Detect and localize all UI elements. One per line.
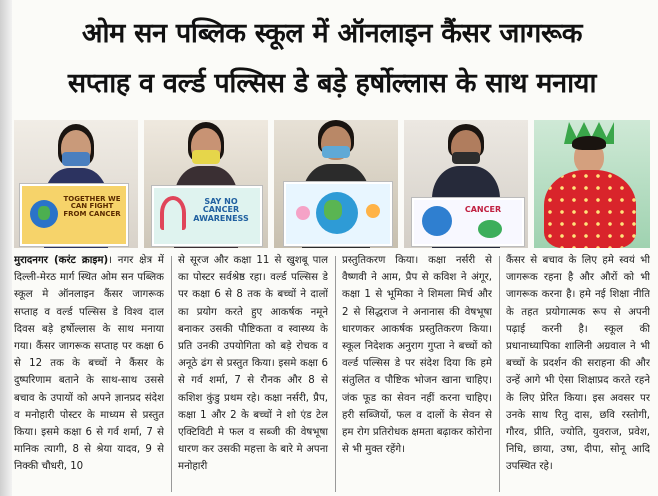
photo-student-4: [404, 120, 528, 248]
photo-strip: [14, 120, 650, 248]
cancer-poster-3: [284, 182, 392, 246]
dateline: मुरादनगर (करंट क्राइम): [14, 255, 109, 266]
photo-student-3: [274, 120, 398, 248]
article-body: [14, 252, 650, 496]
article-column-2: से सूरज और कक्षा 11 से खुशबू पाल का पोस्टर सर्वश्रेष्ठ रहा। वर्ल्ड पल्सिस डे पर कक्षा 6 से 8 तक के बच्चों ने दालों का प्रयोग करते हुए आकर्षक नमूने बनाकर उसकी पौष्टिकता व स्वास्थ्य के प्रति उनकी उपयोगिता को बड़े रोचक व अनूठे ढंग से प्रस्तुत किया। इसमे कक्षा 6 से गर्व शर्मा, 7 से रौनक और 8 से कशिश कुंडु प्रथम रहे। कक्षा नर्सरी, प्रैप, कक्षा 1 और 2 के बच्चों ने शो एंड टेल एक्टिविटी मे फल व सब्जी की वेषभूषा धारण कर उसकी महत्ता के बारे मे अपना मनोहारी: [178, 255, 328, 473]
photo-student-1: [14, 120, 138, 248]
column-1-text: । नगर क्षेत्र में दिल्ली-मेरठ मार्ग स्थित ओम सन पब्लिक स्कूल मे ऑनलाइन कैंसर जागरूक सप्ताह व वर्ल्ड पल्सिस डे विश्व दाल दिवस बड़े हर्षोल्लास के साथ मनाया गया। कैंसर जागरूक सप्ताह पर कक्षा 6 से 12 तक के बच्चों ने कैंसर के दुष्परिणाम बताने के साथ-साथ उससे बचाव के उपायों को अपने ज्ञानप्रद संदेश व मनोहारी पोस्टर के माध्यम से प्रस्तुत किया। इसमे कक्षा 6 से गर्व शर्मा, 7 से मानिक त्यागी, 8 से श्रेया यादव, 9 से निक्की चौधरी, 10: [14, 255, 164, 473]
cancer-poster-2: SAY NO CANCER AWARENESS: [152, 186, 262, 246]
column-rule: [499, 256, 500, 492]
column-rule: [335, 256, 336, 492]
cancer-poster-4: CANCER: [412, 198, 524, 246]
page-edge: [0, 0, 12, 496]
article-column-4: कैंसर से बचाव के लिए हमे स्वयं भी जागरूक रहना है और औरों को भी जागरूक करना है। हमे नई शिक्षा नीति के तहत प्रयोगात्मक रूप से अपनी पढ़ाई करनी है। स्कूल की प्रधानाध्यापिका शालिनी अग्रवाल ने भी बच्चों के प्रदर्शन की सराहना की और उन्हें आगे भी ऐसा शिक्षाप्रद करते रहने के लिए प्रेरित किया। इस अवसर पर उनके साथ रितु दास, छवि रस्तोगी, गौरव, प्रीति, ज्योति, युवराज, प्रवेश, निधि, छाया, उषा, दीपा, सोनू आदि उपस्थित रहे।: [506, 255, 650, 473]
headline-line-2: सप्ताह व वर्ल्ड पल्सिस डे बड़े हर्षोल्लास के साथ मनाया: [67, 68, 597, 99]
photo-strawberry-costume: [534, 120, 650, 248]
cancer-poster-1: TOGETHER WE CAN FIGHT FROM CANCER: [20, 184, 128, 246]
article-column-3: प्रस्तुतिकरण किया। कक्षा नर्सरी से वैष्णवी ने आम, प्रैप से कविश ने अंगूर, कक्षा 1 से भूमिका ने शिमला मिर्च और 2 से सिद्धराज ने अनानास की वेषभूषा धारणकर आकर्षक प्रस्तुतिकरण किया। स्कूल निदेशक अनुराग गुप्ता ने बच्चों को वर्ल्ड पल्सिस डे पर संदेश दिया कि हमे संतुलित व पौष्टिक भोजन खाना चाहिए। जंक फूड का सेवन नहीं करना चाहिए। हरी सब्जियों, फल व दालों के सेवन से हम रोग प्रतिरोधक क्षमता बढ़ाकर कोरोना से भी मुक्त रहेंगे।: [342, 255, 492, 456]
column-rule: [171, 256, 172, 492]
article-column-1: [14, 252, 164, 496]
strawberry-costume: [544, 170, 636, 248]
headline-line-1: ओम सन पब्लिक स्कूल में ऑनलाइन कैंसर जागरूक: [81, 18, 583, 49]
photo-student-2: [144, 120, 268, 248]
